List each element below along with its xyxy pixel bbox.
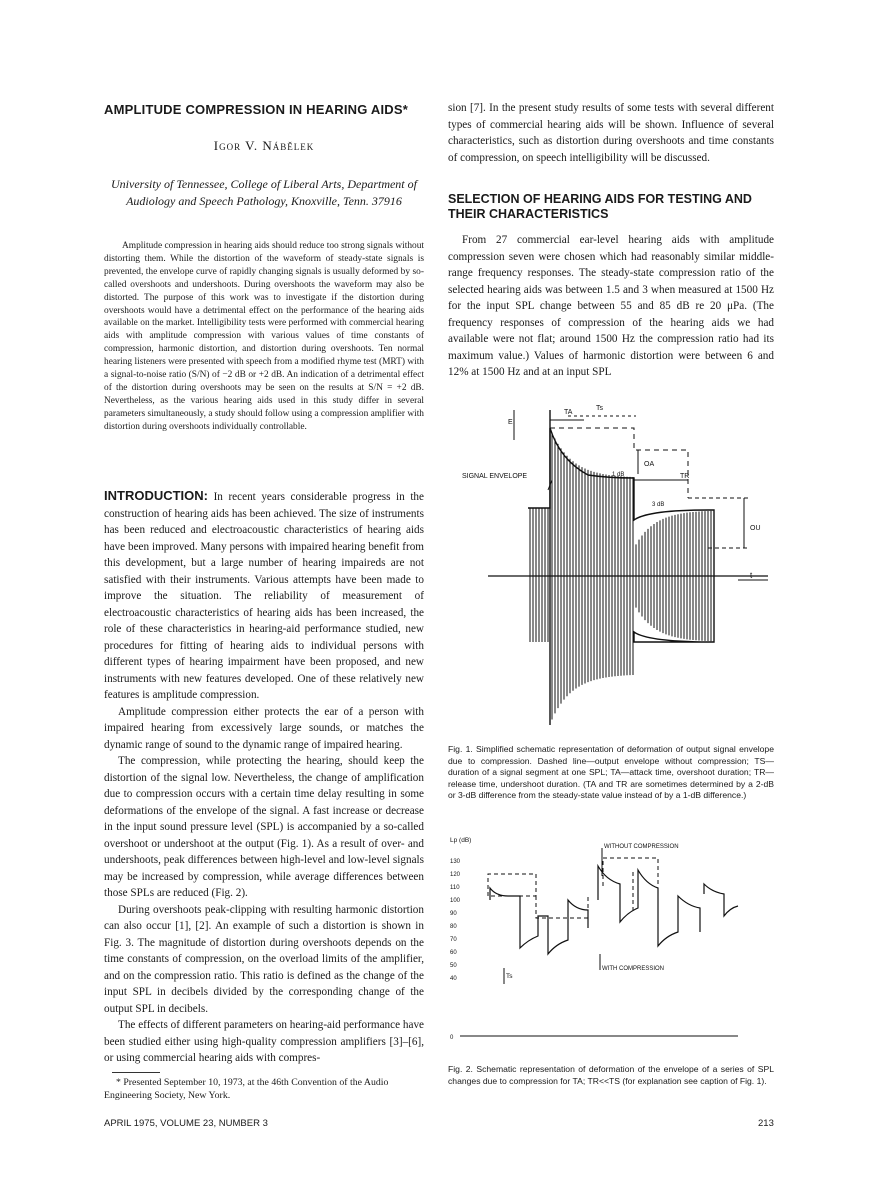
- intro-paragraph-1-text: In recent years considerable progress in the construction of hearing aids has been achieved. The size of instruments has been reduced and electroacoustic characteristics of hearing aids have been improved. Many persons with impaired hearing benefit from this development, but a large number of hearing impaireds are not satisfied with their instruments. Various attempts have been made to improve the situation. The reliability of measurement of electroacoustic characteristics of hearing aids has been increased, the role of these characteristics in hearing-aid performance studied, new procedures for fitting of hearing aids to individual persons with different types of hearing impairment have been proposed, and new instruments with new features developed. One of these relatively new features is amplitude compression.: [104, 491, 424, 701]
- fig2-label-without: WITHOUT COMPRESSION: [604, 844, 679, 850]
- intro-paragraph-5: The effects of different parameters on hearing-aid performance have been studied either using high-quality compression amplifiers [3]–[6], or using commercial hearing aids with compres-: [104, 1019, 424, 1064]
- figure-1-diagram: [448, 380, 774, 730]
- fig2-y-tick-label: 110: [450, 885, 460, 891]
- affiliation-line-1: University of Tennessee, College of Liberal Arts, Department of: [111, 177, 417, 191]
- intro-continuation-text: sion [7]. In the present study results of some tests with several different types of commercial hearing aids will be shown. Influence of several characteristics, such as distortion during overshoots and time constants of compression, on speech intelligibility will be discussed.: [448, 102, 774, 164]
- fig2-y-ticks: [450, 859, 461, 1041]
- fig2-y-tick-label: 90: [450, 911, 457, 917]
- figure-2-diagram: [448, 836, 774, 1046]
- fig2-y-tick-label: 100: [450, 898, 461, 904]
- intro-paragraph-3: The compression, while protecting the hearing, should keep the distortion of the signal low. Nevertheless, the change of amplification due to compression occurs with a certain time delay resulting in some deformations of the envelope of the signal. A fast increase or decrease in the input sound pressure level (SPL) is accompanied by a so-called overshoot or undershoot at the output (Fig. 1). As a result of over- and undershoots, peak differences between high-level and low-level signals may be increased by compression, while average differences between those SPLs are reduced (Fig. 2).: [104, 755, 424, 899]
- fig1-label-tr: TR: [680, 473, 690, 480]
- fig2-label-ts: Ts: [506, 973, 513, 980]
- fig2-y-tick-label: 70: [450, 937, 457, 943]
- intro-paragraph-1: [104, 488, 424, 704]
- fig1-label-1db: 1 dB: [612, 472, 625, 478]
- fig2-label-with: WITH COMPRESSION: [602, 966, 665, 972]
- intro-paragraph-4: During overshoots peak-clipping with resulting harmonic distortion can also occur [1], [2]. An example of such a distortion is shown in Fig. 3. The magnitude of distortion during overshoots depends on the time constants of compression, on the overload limits of the amplifier, and on the compression ratio. This ratio is defined as the change of the input SPL in decibels divided by the corresponding change of the output SPL in decibels.: [104, 903, 424, 1015]
- fig2-y-tick-label: 120: [450, 872, 461, 878]
- fig1-label-signal-envelope: SIGNAL ENVELOPE: [462, 473, 528, 480]
- fig1-label-ts: Ts: [596, 405, 603, 412]
- fig2-y-tick-label: 80: [450, 924, 457, 930]
- fig2-y-tick-label: 60: [450, 950, 457, 956]
- fig1-label-t: t: [750, 571, 753, 580]
- page-number: 213: [758, 1118, 774, 1129]
- introduction-heading: INTRODUCTION:: [104, 488, 208, 503]
- fig1-label-3db: 3 dB: [652, 502, 665, 508]
- abstract: [104, 240, 424, 434]
- fig2-y-tick-label: 40: [450, 976, 457, 982]
- footnote-rule: [112, 1072, 160, 1073]
- journal-footer: APRIL 1975, VOLUME 23, NUMBER 3: [104, 1118, 268, 1129]
- author-name: Igor V. Nábělek: [213, 138, 315, 153]
- fig2-y-tick-label: 0: [450, 1035, 454, 1041]
- fig1-label-oa: OA: [644, 461, 655, 468]
- intro-continuation: [448, 100, 774, 166]
- article-title: AMPLITUDE COMPRESSION IN HEARING AIDS*: [104, 102, 408, 117]
- affiliation-line-2: Audiology and Speech Pathology, Knoxville, Tenn. 37916: [126, 194, 402, 208]
- intro-paragraph-2: Amplitude compression either protects the ear of a person with impaired hearing from excessively large sounds, or matches the dynamic range of sound to the dynamic range of impaired hearing.: [104, 705, 424, 751]
- fig1-label-ta: TA: [564, 409, 573, 416]
- figure-2-caption: Fig. 2. Schematic representation of deformation of the envelope of a series of SPL changes due to compression for TA; TR<<TS (for explanation see caption of Fig. 1).: [448, 1064, 774, 1086]
- fig2-ylabel: Lp (dB): [450, 837, 472, 844]
- fig2-with-compression-a: [490, 888, 588, 954]
- fig2-with-compression-b: [598, 866, 700, 946]
- section2-body: [448, 232, 774, 381]
- introduction-section: [104, 488, 424, 1067]
- fig1-label-ou: OU: [750, 525, 761, 532]
- fig2-with-compression-c: [704, 884, 738, 916]
- fig1-label-e: E: [508, 419, 513, 426]
- section2-text: From 27 commercial ear-level hearing aids with amplitude compression seven were chosen which had reasonably similar middle-range frequency responses. The steady-state compression ratio of the selected hearing aids was between 1.5 and 3 when measured at 1500 Hz for the input SPL change between 55 and 85 dB re 20 μPa. (The frequency responses of compression of the hearing aids we had available were not flat; around 1500 Hz the compression ratio had its maximum value.) Values of harmonic distortion were between 6 and 12% at 1500 Hz and at an input SPL: [448, 234, 774, 378]
- affiliation: [104, 176, 424, 210]
- abstract-text: Amplitude compression in hearing aids should reduce too strong signals without distorting them. While the distortion of the waveform of steady-state signals is prevented, the envelope curve of rapidly changing signals is usually deformed by so-called overshoots and undershoots. During overshoots the waveform may also be distorted. The purpose of this work was to investigate if the distortion during overshoots would have a detrimental effect on the performance of the hearing aids available on the market. Intelligibility tests were performed with commercial hearing aids with amplitude compression with various values of time constants of compression, harmonic distortion, and distortion during overshoots. Ten normal hearing listeners were presented with speech from a modified rhyme test (MRT) with a signal-to-noise ratio (S/N) of −2 dB or +2 dB. An indication of a detrimental effect of the distortion during overshoots may be seen on the results at S/N = +2 dB. Nevertheless, as the various hearing aids used in this study differ in several parameters simultaneously, a study should follow using a compression amplifier with distortion during overshoots individually controllable.: [104, 241, 424, 432]
- fig2-y-tick-label: 50: [450, 963, 457, 969]
- footnote: * Presented September 10, 1973, at the 46th Convention of the Audio Engineering Society, New York.: [104, 1077, 389, 1101]
- section2-heading: SELECTION OF HEARING AIDS FOR TESTING AND THEIR CHARACTERISTICS: [448, 192, 752, 221]
- fig2-y-tick-label: 130: [450, 859, 461, 865]
- figure-1-caption: Fig. 1. Simplified schematic representation of deformation of output signal envelope due to compression. Dashed line—output envelope without compression; TS—duration of a signal segment at one SPL; TA—attack time, overshoot duration; TR—release time, undershoot duration. (TA and TR are sometimes determined by a 2-dB or 3-dB difference from the steady-state value instead of by a 1-dB difference.): [448, 744, 774, 800]
